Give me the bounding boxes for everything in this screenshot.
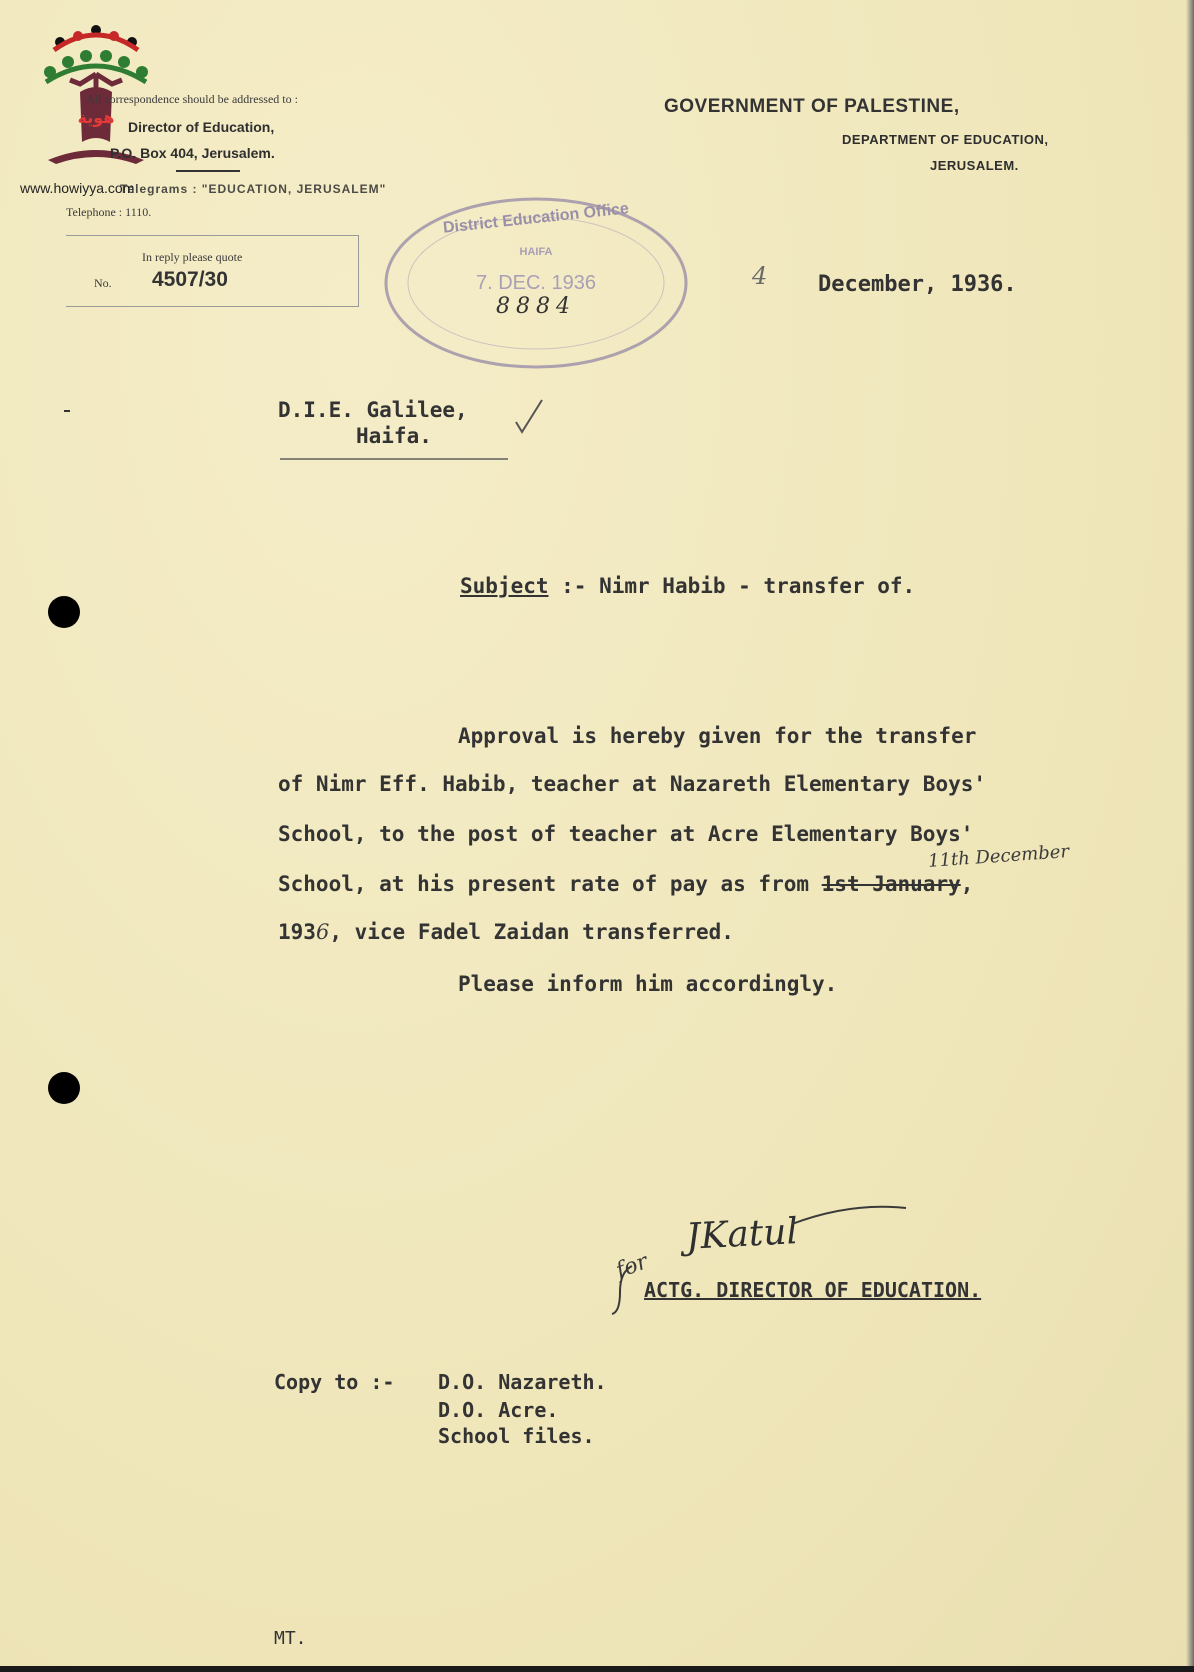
no-label: No. xyxy=(94,276,112,290)
typist-initials: MT. xyxy=(274,1628,307,1649)
logo-text: هوية xyxy=(77,108,115,127)
subject-line xyxy=(460,574,915,598)
body-line-4 xyxy=(278,872,973,896)
addressee-underline xyxy=(280,458,508,460)
body-handwritten-correction: 11th December xyxy=(927,841,1070,872)
punch-hole xyxy=(48,1072,80,1104)
address-divider xyxy=(176,170,240,172)
body-line-3: School, to the post of teacher at Acre Elementary Boys' xyxy=(278,822,974,846)
checkmark-icon xyxy=(512,396,546,436)
org-title: GOVERNMENT OF PALESTINE, xyxy=(664,96,960,117)
body-line-1: Approval is hereby given for the transfer xyxy=(458,724,977,748)
body-line-5-year-start: 193 xyxy=(278,920,316,944)
dept-name: DEPARTMENT OF EDUCATION, xyxy=(842,132,1049,147)
stamp-office: District Education Office xyxy=(442,200,630,237)
bottom-edge-shadow xyxy=(0,1666,1194,1672)
addressee-line-1: D.I.E. Galilee, xyxy=(278,398,468,422)
body-line-4-end: , xyxy=(960,872,974,896)
body-line-4-start: School, at his present rate of pay as from xyxy=(278,872,822,896)
signature-handwritten: JKatul xyxy=(685,1211,799,1258)
body-line-6: Please inform him accordingly. xyxy=(458,972,838,996)
telegrams-line: Telegrams : "EDUCATION, JERUSALEM" xyxy=(120,182,387,196)
watermark-site: www.howiyya.com xyxy=(20,180,135,196)
copy-to-item: D.O. Acre. xyxy=(438,1398,559,1422)
date-day-handwritten: 4 xyxy=(752,262,768,290)
body-line-5 xyxy=(278,920,734,944)
stamp-number: 8884 xyxy=(496,294,576,319)
body-line-5-year-corrected: 6 xyxy=(315,920,330,944)
address-line-1: All correspondence should be addressed to : xyxy=(86,92,298,106)
body-line-2: of Nimr Eff. Habib, teacher at Nazareth Elementary Boys' xyxy=(278,772,987,796)
received-stamp xyxy=(378,190,694,376)
copy-to-item: D.O. Nazareth. xyxy=(438,1370,607,1394)
signature-for: for xyxy=(612,1249,652,1284)
telephone-line: Telephone : 1110. xyxy=(66,205,152,219)
signature-flourish-icon xyxy=(790,1200,910,1230)
margin-mark xyxy=(64,410,70,412)
body-line-5-rest: , vice Fadel Zaidan transferred. xyxy=(329,920,734,944)
reply-box xyxy=(66,235,359,307)
address-line-3: P.O. Box 404, Jerusalem. xyxy=(110,145,275,161)
subject-label: Subject xyxy=(460,574,549,598)
stamp-date: 7. DEC. 1936 xyxy=(475,272,597,294)
date-text: December, 1936. xyxy=(818,272,1017,297)
right-edge-shadow xyxy=(1186,0,1194,1672)
punch-hole xyxy=(48,596,80,628)
address-line-2: Director of Education, xyxy=(128,119,275,135)
copy-to-label: Copy to :- xyxy=(274,1370,395,1394)
addressee-line-2: Haifa. xyxy=(356,424,432,448)
signature-title: ACTG. DIRECTOR OF EDUCATION. xyxy=(644,1278,982,1302)
reply-label: In reply please quote xyxy=(142,250,243,264)
dept-city: JERUSALEM. xyxy=(930,158,1019,173)
body-line-4-struck: 1st January xyxy=(821,872,961,896)
copy-to-item: School files. xyxy=(438,1424,595,1448)
reference-number: 4507/30 xyxy=(152,268,228,291)
signature-for-hook-icon xyxy=(608,1262,638,1318)
stamp-city: HAIFA xyxy=(519,246,553,258)
subject-text: :- Nimr Habib - transfer of. xyxy=(548,574,916,598)
